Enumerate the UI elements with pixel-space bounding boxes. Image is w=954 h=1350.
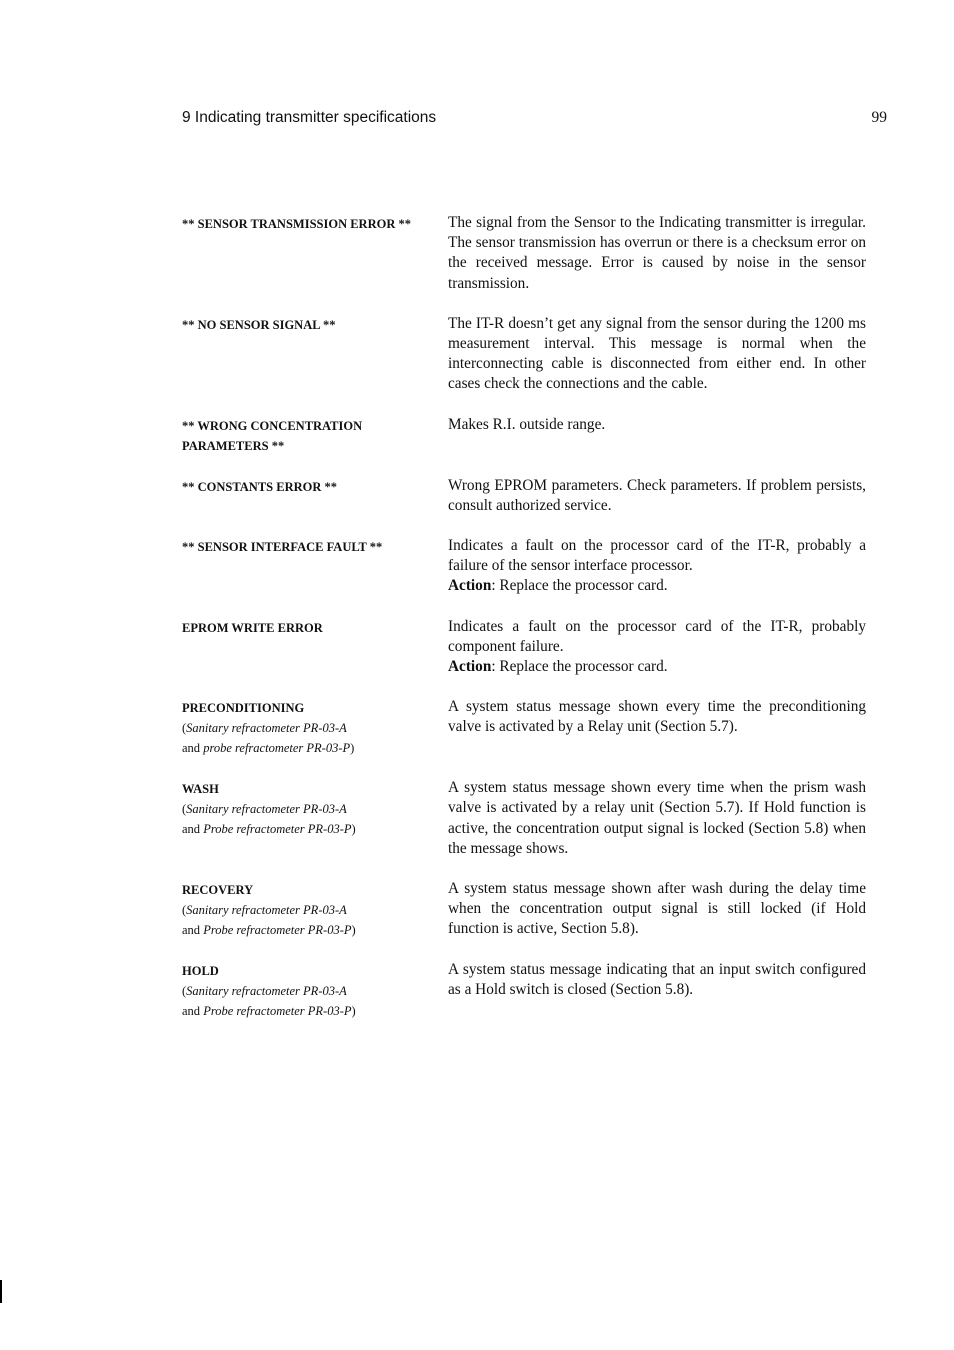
description-text: Indicates a fault on the processor card of the IT-R, probably a failure of the sensor interface processor. [448, 537, 866, 575]
conjunction: and [182, 822, 201, 837]
message-description [448, 617, 866, 678]
description-text: Wrong EPROM parameters. Check parameters. If problem persists, consult authorized service. [448, 476, 866, 514]
page-number: 99 [871, 109, 887, 126]
message-term [182, 213, 448, 294]
message-label: HOLD [182, 964, 219, 979]
message-description [448, 213, 866, 294]
description-text: A system status message shown every time when the prism wash valve is activated by a relay unit (Section 5.7). If Hold function is active, the concentration output signal is locked (Section 5.8) when the message shows. [448, 779, 866, 857]
message-label: ** WRONG CONCENTRATION PARAMETERS ** [182, 418, 363, 453]
message-description [448, 314, 866, 395]
message-description [448, 476, 866, 516]
device-note: and Probe refractometer PR-03-P) [182, 923, 356, 938]
list-item [182, 879, 872, 940]
device-name: Sanitary refractometer PR-03-A [186, 721, 347, 736]
list-item [182, 617, 872, 678]
device-name: Probe refractometer PR-03-P [203, 822, 352, 837]
device-note: (Sanitary refractometer PR-03-A [182, 984, 347, 999]
action-text: : Replace the processor card. [491, 658, 668, 676]
device-note: (Sanitary refractometer PR-03-A [182, 802, 347, 817]
message-term [182, 960, 448, 1021]
action-label: Action [448, 658, 492, 676]
message-label: RECOVERY [182, 883, 254, 898]
device-note: and Probe refractometer PR-03-P) [182, 822, 356, 837]
message-label: ** NO SENSOR SIGNAL ** [182, 317, 336, 332]
page-header [182, 107, 887, 129]
message-description [448, 697, 866, 758]
description-text: A system status message indicating that an input switch configured as a Hold switch is closed (Section 5.8). [448, 961, 866, 999]
message-term [182, 536, 448, 597]
message-term [182, 697, 448, 758]
device-note: (Sanitary refractometer PR-03-A [182, 721, 347, 736]
device-note: and Probe refractometer PR-03-P) [182, 1004, 356, 1019]
message-description [448, 960, 866, 1021]
device-name: Sanitary refractometer PR-03-A [186, 903, 347, 918]
description-text: Makes R.I. outside range. [448, 415, 606, 433]
action-text: : Replace the processor card. [491, 577, 668, 595]
device-name: probe refractometer PR-03-P [203, 741, 351, 756]
description-text: Indicates a fault on the processor card of the IT-R, probably component failure. [448, 617, 866, 655]
message-term [182, 415, 448, 456]
device-name: Probe refractometer PR-03-P [203, 1004, 352, 1019]
conjunction: and [182, 1004, 201, 1019]
device-name: Probe refractometer PR-03-P [203, 923, 352, 938]
list-item [182, 697, 872, 758]
message-term [182, 879, 448, 940]
message-description [448, 415, 866, 456]
message-term [182, 778, 448, 859]
list-item [182, 415, 872, 456]
action-line [448, 576, 866, 596]
message-label: PRECONDITIONING [182, 701, 305, 716]
conjunction: and [182, 741, 201, 756]
message-term [182, 314, 448, 395]
message-label: ** CONSTANTS ERROR ** [182, 479, 337, 494]
device-note: and probe refractometer PR-03-P) [182, 741, 355, 756]
message-label: ** SENSOR INTERFACE FAULT ** [182, 540, 383, 555]
message-label: ** SENSOR TRANSMISSION ERROR ** [182, 217, 411, 231]
description-text: The signal from the Sensor to the Indicating transmitter is irregular. The sensor transmission has overrun or there is a checksum error on the received message. Error is caused by noise in the sensor transmission. [448, 214, 866, 292]
action-line [448, 657, 866, 677]
action-label: Action [448, 577, 492, 595]
message-description [448, 778, 866, 859]
message-label: EPROM WRITE ERROR [182, 620, 323, 635]
list-item [182, 213, 872, 294]
device-note: (Sanitary refractometer PR-03-A [182, 903, 347, 918]
message-description [448, 879, 866, 940]
description-text: The IT-R doesn’t get any signal from the sensor during the 1200 ms measurement interval. This message is normal when the interconnecting cable is disconnected from either end. In other cases check the connections and the cable. [448, 314, 866, 393]
message-description [448, 536, 866, 597]
message-label: WASH [182, 782, 219, 797]
margin-bar [0, 1280, 2, 1303]
message-term [182, 476, 448, 516]
description-text: A system status message shown every time the preconditioning valve is activated by a Relay unit (Section 5.7). [448, 698, 866, 736]
message-term [182, 617, 448, 678]
chapter-title: 9 Indicating transmitter specifications [182, 109, 437, 126]
list-item [182, 778, 872, 859]
description-text: A system status message shown after wash during the delay time when the concentration output signal is still locked (if Hold function is active, Section 5.8). [448, 880, 866, 938]
message-list [182, 213, 872, 1021]
device-name: Sanitary refractometer PR-03-A [186, 802, 347, 817]
list-item [182, 536, 872, 597]
list-item [182, 960, 872, 1021]
list-item [182, 314, 872, 395]
conjunction: and [182, 923, 201, 938]
list-item [182, 476, 872, 516]
device-name: Sanitary refractometer PR-03-A [186, 984, 347, 999]
